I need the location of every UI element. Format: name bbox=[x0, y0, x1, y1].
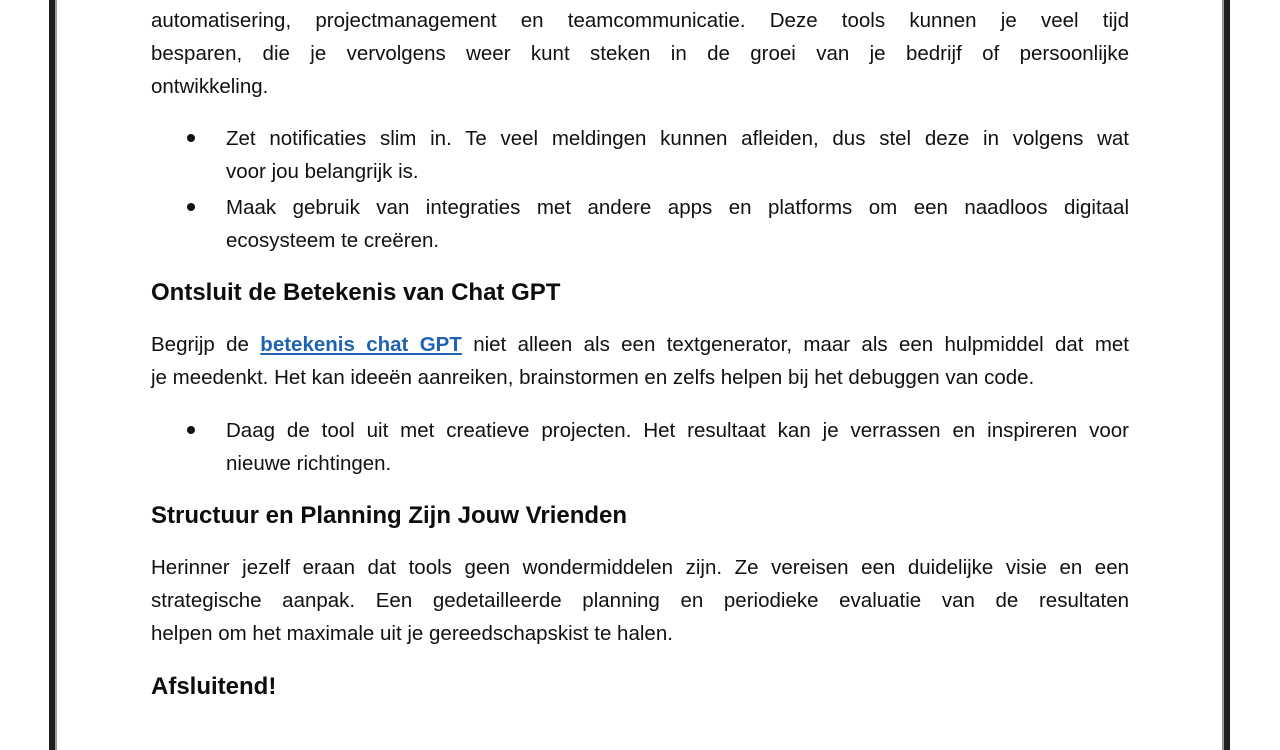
list-item-line: nieuwe richtingen. bbox=[226, 452, 392, 476]
intro-line-2: besparen, die je vervolgens weer kunt steken in de groei van je bedrijf of persoonlijke bbox=[151, 42, 1129, 66]
planning-line-2: strategische aanpak. Een gedetailleerde planning en periodieke evaluatie van de resultaten bbox=[151, 589, 1129, 613]
bullet-icon bbox=[187, 203, 195, 211]
chatgpt-paragraph bbox=[151, 328, 1129, 394]
list-item-line: Daag de tool uit met creatieve projecten. Het resultaat kan je verrassen en inspireren voor bbox=[226, 419, 1129, 442]
planning-paragraph bbox=[151, 551, 1129, 651]
chatgpt-para-prefix: Begrijp de bbox=[151, 333, 249, 356]
section-heading-closing: Afsluitend! bbox=[151, 673, 277, 700]
intro-paragraph bbox=[151, 4, 1129, 104]
list-item-line: voor jou belangrijk is. bbox=[226, 160, 419, 184]
chatgpt-line-2: je meedenkt. Het kan ideeën aanreiken, brainstormen en zelfs helpen bij het debuggen van code. bbox=[151, 366, 1035, 390]
list-item-line: Maak gebruik van integraties met andere apps en platforms om een naadloos digitaal bbox=[226, 196, 1129, 219]
list-item-line: Zet notificaties slim in. Te veel meldingen kunnen afleiden, dus stel deze in volgens wat bbox=[226, 127, 1129, 150]
list-item-text bbox=[226, 191, 1129, 257]
list-item-text bbox=[226, 414, 1129, 480]
list-item-line: ecosysteem te creëren. bbox=[226, 229, 440, 253]
betekenis-chat-gpt-link[interactable]: betekenis chat GPT bbox=[260, 333, 462, 356]
bullet-icon bbox=[187, 426, 195, 434]
section-heading-planning: Structuur en Planning Zijn Jouw Vrienden bbox=[151, 502, 628, 529]
list-item-text bbox=[226, 122, 1129, 188]
chatgpt-line-1 bbox=[151, 328, 1129, 361]
planning-line-1: Herinner jezelf eraan dat tools geen wondermiddelen zijn. Ze vereisen een duidelijke visie en een bbox=[151, 556, 1129, 579]
chatgpt-para-suffix: niet alleen als een textgenerator, maar als een hulpmiddel dat met bbox=[473, 333, 1129, 356]
planning-line-3: helpen om het maximale uit je gereedschapskist te halen. bbox=[151, 622, 673, 646]
intro-line-1: automatisering, projectmanagement en teamcommunicatie. Deze tools kunnen je veel tijd bbox=[151, 9, 1129, 32]
bullet-icon bbox=[187, 134, 195, 142]
section-heading-chatgpt: Ontsluit de Betekenis van Chat GPT bbox=[151, 279, 561, 306]
intro-line-3: ontwikkeling. bbox=[151, 75, 269, 99]
